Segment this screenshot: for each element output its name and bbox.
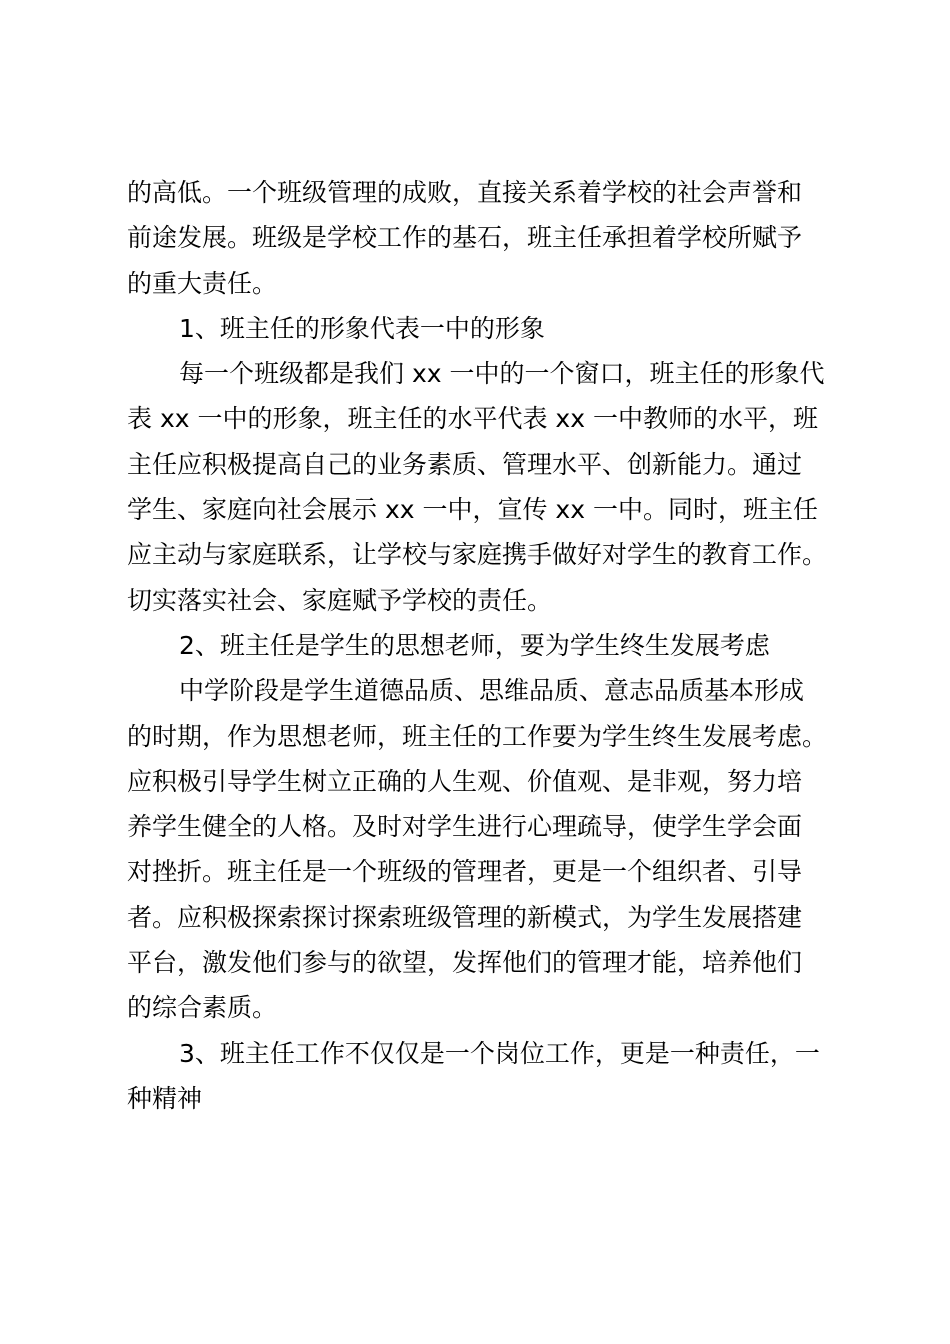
text-line: 切实落实社会、家庭赋予学校的责任。 [127, 585, 553, 615]
text-line: 的时期，作为思想老师，班主任的工作要为学生终生发展考虑。 [127, 721, 828, 751]
text-line: 应积极引导学生树立正确的人生观、价值观、是非观，努力培 [127, 766, 803, 796]
text-line: 养学生健全的人格。及时对学生进行心理疏导，使学生学会面 [127, 812, 803, 842]
text-line: 应主动与家庭联系，让学校与家庭携手做好对学生的教育工作。 [127, 540, 828, 570]
text-line: 的高低。一个班级管理的成败，直接关系着学校的社会声誉和 [127, 178, 803, 207]
text-line: 主任应积极提高自己的业务素质、管理水平、创新能力。通过 [127, 449, 803, 479]
text-line: 平台，激发他们参与的欲望，发挥他们的管理才能，培养他们 [127, 948, 803, 978]
text-line: 每一个班级都是我们 xx 一中的一个窗口，班主任的形象代 [179, 359, 825, 389]
text-line: 中学阶段是学生道德品质、思维品质、意志品质基本形成 [179, 676, 805, 706]
text-line: 前途发展。班级是学校工作的基石，班主任承担着学校所赋予 [127, 223, 803, 253]
text-line: 学生、家庭向社会展示 xx 一中，宣传 xx 一中。同时，班主任 [127, 495, 818, 525]
text-line: 者。应积极探索探讨探索班级管理的新模式，为学生发展搭建 [127, 902, 803, 932]
section-heading-3: 3、班主任工作不仅仅是一个岗位工作，更是一种责任，一 [179, 1038, 820, 1068]
section-heading-2: 2、班主任是学生的思想老师，要为学生终生发展考虑 [179, 630, 770, 660]
section-heading-1: 1、班主任的形象代表一中的形象 [179, 313, 545, 343]
text-line: 的综合素质。 [127, 993, 278, 1023]
text-line: 种精神 [127, 1083, 203, 1113]
document-body [127, 170, 847, 1121]
text-line: 表 xx 一中的形象，班主任的水平代表 xx 一中教师的水平，班 [127, 404, 818, 434]
text-line: 的重大责任。 [127, 268, 278, 298]
text-line: 对挫折。班主任是一个班级的管理者，更是一个组织者、引导 [127, 857, 803, 887]
